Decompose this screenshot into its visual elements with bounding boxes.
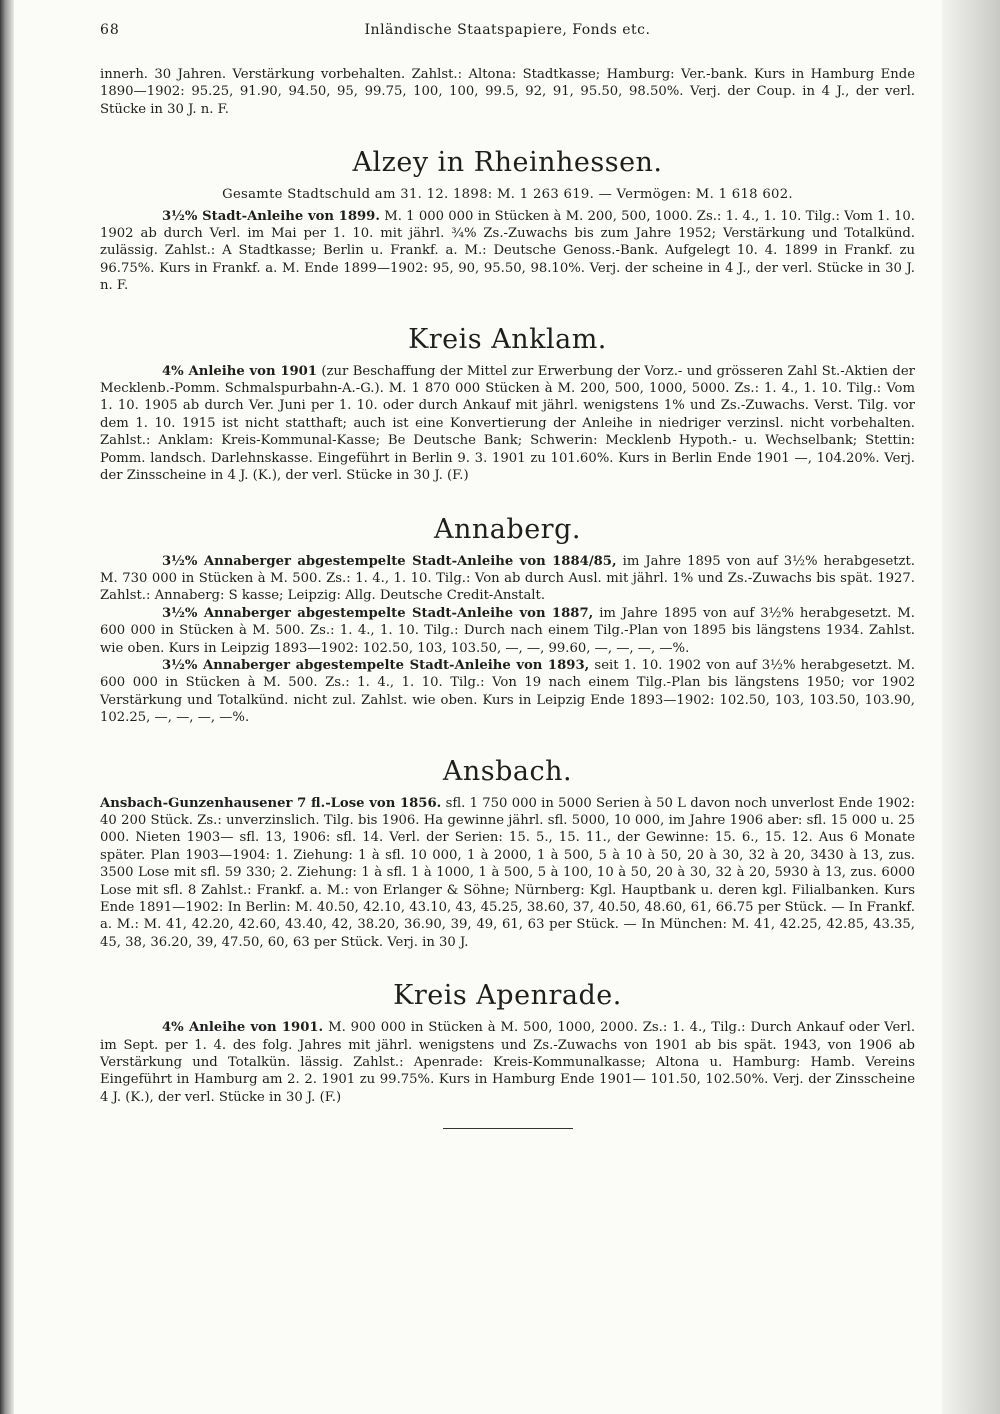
section-subtitle-alzey: Gesamte Stadtschuld am 31. 12. 1898: M. 1 263 619. — Vermögen: M. 1 618 602. bbox=[222, 187, 793, 203]
entry-text: im Jahre 1895 von auf 3½% herabgesetzt. M. 730 000 in Stücken à M. 500. Zs.: 1. 4., 1. 10. Tilg.: Von ab durch Ausl. mit jährl. 1% und Zs.-Zuwachs bis spät. 1927. Zahlst.: Annaberg: S kasse; Leipzig: Allg. Deutsche Credit-Anstalt. bbox=[100, 553, 915, 604]
section-alzey bbox=[100, 148, 915, 294]
running-title: Inländische Staatspapiere, Fonds etc. bbox=[364, 22, 651, 38]
entry-annaberg-1893 bbox=[100, 657, 915, 727]
entry-lead: 3½% Annaberger abgestempelte Stadt-Anleihe von 1887, bbox=[162, 605, 594, 621]
scan-shadow-left bbox=[0, 0, 14, 1414]
entry-annaberg-1887 bbox=[100, 605, 915, 657]
entry-ansbach bbox=[100, 795, 915, 952]
running-header bbox=[100, 22, 915, 44]
entry-text: (zur Beschaffung der Mittel zur Erwerbung der Vorz.- und grösseren Zahl St.-Aktien der Mecklenb.-Pomm. Schmalspurbahn-A.-G.). M. 1 870 000 Stücken à M. 200, 500, 1000, 5000. Zs.: 1. 4., 1. 10. Tilg.: Vom 1. 10. 1905 ab durch Ver. Juni per 1. 10. oder durch Ankauf mit jährl. wenigstens 1% und Zs.-Zuwachs. Verst. Tilg. vor dem 1. 10. 1915 ist nicht statthaft; auch ist eine Konvertierung der Anleihe in niedriger verzinsl. nicht vorbehalten. Zahlst.: Anklam: Kreis-Kommunal-Kasse; Be Deutsche Bank; Schwerin: Mecklenb Hypoth.- u. Wechselbank; Stettin: Pomm. landsch. Darlehnskasse. Eingeführt in Berlin 9. 3. 1901 zu 101.60%. Kurs in Berlin Ende 1901 —, 104.20%. Verj. der Zinsscheine in 4 J. (K.), der verl. Stücke in 30 J. (F.) bbox=[100, 363, 915, 484]
section-title-annaberg: Annaberg. bbox=[434, 513, 581, 545]
entry-text: M. 1 000 000 in Stücken à M. 200, 500, 1000. Zs.: 1. 4., 1. 10. Tilg.: Vom 1. 10. 1902 ab durch Verl. im Mai per 1. 10. mit jährl. ¾% Zs.-Zuwachs bis zum Jahre 1952; Verstärkung und Totalkünd. zulässig. Zahlst.: A Stadtkasse; Berlin u. Frankf. a. M.: Deutsche Genoss.-Bank. Aufgelegt 10. 4. 1899 in Frankf. zu 96.75%. Kurs in Frankf. a. M. Ende 1899—1902: 95, 90, 95.50, 98.10%. Verj. der scheine in 4 J., der verl. Stücke in 30 J. n. F. bbox=[100, 208, 915, 294]
entry-alzey bbox=[100, 208, 915, 295]
entry-lead: Ansbach-Gunzenhausener 7 fl.-Lose von 1856. bbox=[100, 795, 442, 811]
section-title-apenrade: Kreis Apenrade. bbox=[393, 980, 622, 1012]
entry-annaberg-1884 bbox=[100, 553, 915, 605]
entry-text: im Jahre 1895 von auf 3½% herabgesetzt. M. 600 000 in Stücken à M. 500. Zs.: 1. 4., 1. 10. Tilg.: Durch nach einem Tilg.-Plan von 1895 bis längstens 1934. Zahlst. wie oben. Kurs in Leipzig 1893—1902: 102.50, 103, 103.50, —, —, 99.60, —, —, —, —%. bbox=[100, 605, 916, 656]
section-ansbach bbox=[100, 757, 915, 952]
entry-lead: 3½% Stadt-Anleihe von 1899. bbox=[162, 208, 380, 224]
entry-anklam bbox=[100, 363, 915, 485]
section-title-ansbach: Ansbach. bbox=[442, 755, 573, 787]
continued-paragraph: innerh. 30 Jahren. Verstärkung vorbehalten. Zahlst.: Altona: Stadtkasse; Hamburg: Ver.-bank. Kurs in Hamburg Ende 1890—1902: 95.25, 91.90, 94.50, 95, 99.75, 100, 100, 99.5, 92, 91, 95.50, 98.50%. Verj. der Coup. in 4 J., der verl. Stücke in 30 J. n. F. bbox=[100, 67, 915, 117]
end-rule-divider bbox=[443, 1128, 573, 1129]
entry-lead: 3½% Annaberger abgestempelte Stadt-Anleihe von 1884/85, bbox=[162, 553, 617, 569]
entry-text: M. 900 000 in Stücken à M. 500, 1000, 2000. Zs.: 1. 4., Tilg.: Durch Ankauf oder Verl. im Sept. per 1. 4. des folg. Jahres mit jährl. wenigstens und Zs.-Zuwachs von 1901 ab bis spät. 1943, von 1906 ab Verstärkung und Totalkün. lässig. Zahlst.: Apenrade: Kreis-Kommunalkasse; Altona u. Hamburg: Hamb. Vereins Eingeführt in Hamburg am 2. 2. 1901 zu 99.75%. Kurs in Hamburg Ende 1901— 101.50, 102.50%. Verj. der Zinsscheine 4 J. (K.), der verl. Stücke in 30 J. (F.) bbox=[100, 1020, 916, 1105]
section-apenrade bbox=[100, 981, 915, 1106]
entry-lead: 3½% Annaberger abgestempelte Stadt-Anleihe von 1893, bbox=[162, 657, 590, 673]
entry-text: seit 1. 10. 1902 von auf 3½% herabgesetzt. M. 600 000 in Stücken à M. 500. Zs.: 1. 4., 1. 10. Tilg.: Von 19 nach einem Tilg.-Plan bis längstens 1950; vor 1902 Verstärkung und Totalkünd. nicht zul. Zahlst. wie oben. Kurs in Leipzig Ende 1893—1902: 102.50, 103, 103.50, 103.90, 102.25, —, —, —, —%. bbox=[100, 657, 915, 726]
entry-lead: 4% Anleihe von 1901. bbox=[162, 1020, 324, 1036]
entry-apenrade bbox=[100, 1019, 915, 1106]
document-page bbox=[100, 22, 915, 1129]
scan-shadow-right bbox=[942, 0, 1000, 1414]
section-annaberg bbox=[100, 515, 915, 727]
entry-lead: 4% Anleihe von 1901 bbox=[162, 363, 318, 379]
section-title-alzey: Alzey in Rheinhessen. bbox=[352, 147, 663, 179]
section-title-anklam: Kreis Anklam. bbox=[408, 323, 607, 355]
entry-text: sfl. 1 750 000 in 5000 Serien à 50 L davon noch unverlost Ende 1902: 40 200 Stück. Zs.: unverzinslich. Tilg. bis 1906. Ha gewinne jährl. sfl. 5000, 10 000, im Jahre 1906 aber: sfl. 15 000 u. 25 000. Nieten 1903— sfl. 13, 1906: sfl. 14. Verl. der Serien: 15. 5., 15. 11., der Gewinne: 15. 6., 15. 12. Aus 6 Monate später. Plan 1903—1904: 1. Ziehung: 1 à sfl. 10 000, 1 à 2000, 1 à 500, 5 à 10 à 50, 20 à 30, 32 à 20, 3430 à 13, zus. 3500 Lose mit sfl. 59 330; 2. Ziehung: 1 à sfl. 1 à 1000, 1 à 500, 5 à 100, 10 à 50, 20 à 30, 32 à 20, 5930 à 13, zus. 6000 Lose mit sfl. 8 Zahlst.: Frankf. a. M.: von Erlanger & Söhne; Nürnberg: Kgl. Hauptbank u. deren kgl. Filialbanken. Kurs Ende 1891—1902: In Berlin: M. 40.50, 42.10, 43.10, 43, 45.25, 38.60, 37, 40.50, 48.60, 61, 66.75 per Stück. — In Frankf. a. M.: M. 41, 42.20, 42.60, 43.40, 42, 38.20, 36.90, 39, 49, 61, 63 per Stück. — In München: M. 41, 42.25, 42.85, 43.35, 45, 38, 36.20, 39, 47.50, 60, 63 per Stück. Verj. in 30 J. bbox=[100, 795, 915, 950]
section-anklam bbox=[100, 325, 915, 485]
page-number: 68 bbox=[100, 22, 120, 38]
